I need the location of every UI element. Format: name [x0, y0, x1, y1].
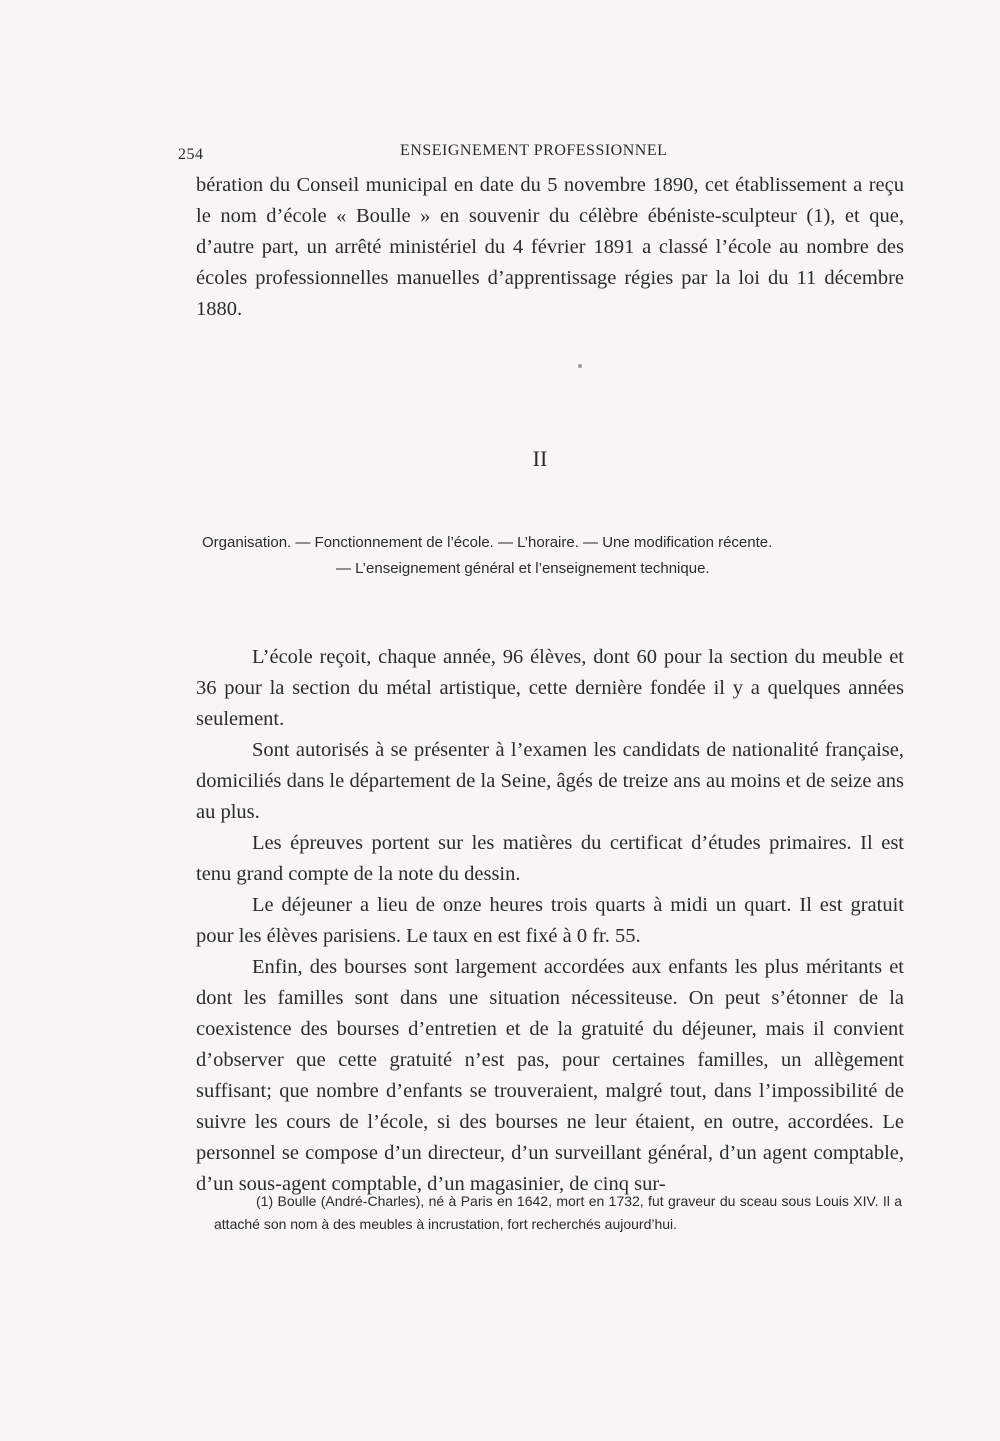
intro-paragraph: bération du Conseil municipal en date du 5 novembre 1890, cet établissement a reçu le nom d’école « Boulle » en souvenir du célèbre ébéniste-sculpteur (1), et que, d’autre part, un arrêté ministériel du 4 février 1891 a classé l’école au nombre des écoles professionnelles manuelles d’apprentissage régies par la loi du 11 décembre 1880.	[196, 174, 904, 320]
print-speck	[578, 364, 582, 368]
section-number: II	[532, 446, 548, 471]
paragraph: Sont autorisés à se présenter à l’examen les candidats de nationalité française, domiciliés dans le département de la Seine, âgés de treize ans au moins et de seize ans au plus.	[196, 739, 904, 823]
page-header	[178, 142, 678, 170]
subtitle-line-1: Organisation. — Fonctionnement de l’école. — L’horaire. — Une modification récente.	[202, 534, 773, 551]
section-subtitle	[202, 530, 902, 582]
running-title: ENSEIGNEMENT PROFESSIONNEL	[400, 142, 668, 159]
paragraph: Les épreuves portent sur les matières du certificat d’études primaires. Il est tenu grand compte de la note du dessin.	[196, 832, 904, 885]
paragraph: L’école reçoit, chaque année, 96 élèves, dont 60 pour la section du meuble et 36 pour la section du métal artistique, cette dernière fondée il y a quelques années seulement.	[196, 646, 904, 730]
footnote	[214, 1190, 902, 1236]
paragraph: Enfin, des bourses sont largement accordées aux enfants les plus méritants et dont les familles sont dans une situation nécessiteuse. On peut s’étonner de la coexistence des bourses d’entretien et de la gratuité du déjeuner, mais il convient d’observer que cette gratuité n’est pas, pour certaines familles, un allègement suffisant; que nombre d’enfants se trouveraient, malgré tout, dans l’impossibilité de suivre les cours de l’école, si des bourses ne leur étaient, en outre, accordées. Le personnel se compose d’un directeur, d’un surveillant général, d’un agent comptable, d’un sous-agent comptable, d’un magasinier, de cinq sur-	[196, 956, 904, 1195]
body-text	[196, 642, 904, 1200]
page-number: 254	[178, 146, 204, 163]
intro-text	[196, 170, 904, 325]
paragraph: Le déjeuner a lieu de onze heures trois quarts à midi un quart. Il est gratuit pour les élèves parisiens. Le taux en est fixé à 0 fr. 55.	[196, 894, 904, 947]
footnote-text: (1) Boulle (André-Charles), né à Paris en 1642, mort en 1732, fut graveur du sceau sous Louis XIV. Il a attaché son nom à des meubles à incrustation, fort recherchés aujourd’hui.	[214, 1193, 902, 1232]
subtitle-line-2: — L’enseignement général et l’enseignement technique.	[336, 560, 710, 577]
